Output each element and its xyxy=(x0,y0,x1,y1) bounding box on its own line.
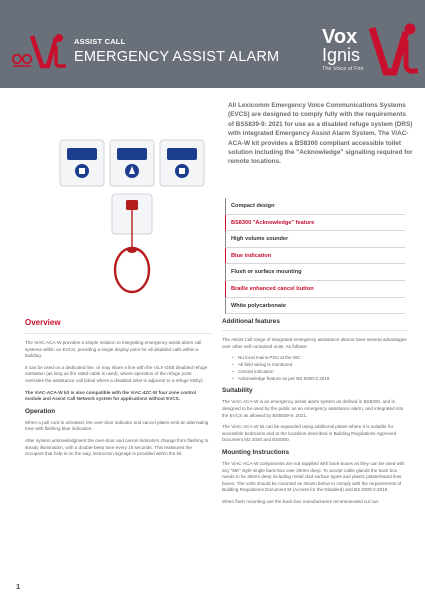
bullet-item: • No local mains PSU at the WC xyxy=(232,355,408,362)
suitability-heading: Suitability xyxy=(222,387,253,395)
operation-paragraph: After system acknowledgment the over-door and cancel indicators change from flashing to steady illumination, with a double-beep tone every 15 seconds. This reassures the occupant that help is on the way, instruction signage is provided within the kit. xyxy=(25,437,209,457)
page-title: EMERGENCY ASSIST ALARM xyxy=(74,49,280,65)
pull-cord-unit xyxy=(112,194,152,292)
operation-paragraph: When a pull cord is activated, the over-door indicator and cancel plates emit an alternating tone with flashing blue indication. xyxy=(25,419,209,432)
page-number: 1 xyxy=(16,582,21,591)
suitability-paragraph: The ViAC-ACA-W kit can be expanded using additional plates where it is suitable for accessible bedrooms and at the locations described in Building Regulations Approved Document M2 2020 and BS8300. xyxy=(222,424,397,443)
intro-paragraph: All Lexicomm Emergency Voice Communications Systems (EVCS) are designed to comply fully with the requirements of BS5839-9: 2021 for use as a disabled refuge system (DRS) with integrated Emergency Assist Alarm System. The ViAC-ACA-W kit provides a BS8300 compliant accessible toilet solution including the "Acknowledge" signalling required for remote locations. xyxy=(228,102,413,166)
feature-item: BS8300 "Acknowledge" feature xyxy=(225,215,405,232)
section-kicker: ASSIST CALL xyxy=(74,37,126,46)
header-band xyxy=(0,0,425,88)
suitability-paragraph: The ViAC-ACA-W is an emergency assist alarm system as defined in BS8300, and is designed to be used by the public as an emergency assistance alarm, and integrated into the EVCS as allowed by BS5839-9: 2021. xyxy=(222,399,404,418)
bullet-item: • Central indication xyxy=(232,369,408,376)
mounting-heading: Mounting Instructions xyxy=(222,448,290,456)
feature-item: Blue indication xyxy=(225,248,405,265)
divider xyxy=(25,333,211,334)
mounting-paragraph: The ViAC-ACA-W components are not supplied with back-boxes as they can be used with any "MK" style single back-box over 25mm deep. To accept cable glands the back box needs to be 35mm deep including metal clad surface types and plastic plasterboard liner boxes. The units should be mounted as shown below to comply with the requirements of Building Regulations Document M (Access for the Disabled) and BS 8300-2:2018. xyxy=(222,460,405,493)
feature-item: Flush or surface mounting xyxy=(225,264,405,281)
overview-paragraph: The ViAC-ACA-W provides a simple solution to integrating emergency assist alarm call systems within an EVCS, providing a single display point for all disabled calls within a building. xyxy=(25,340,202,359)
overview-paragraph: It can be used on a dedicated line, or may share a line with the ViLX-OSB disabled refuge outstation (as long as fire rated cable is used), where operation of the refuge point overrides the assistance call (ideal where a disabled toilet is adjacent to a refuge lobby). xyxy=(25,364,208,383)
additional-paragraph: The Assist Call range of integrated emergency assistance alarms have several advantages over other self contained units. As follows: xyxy=(222,337,407,349)
brand-ignis: Ignis xyxy=(322,45,361,65)
feature-item: White polycarbonate xyxy=(225,298,405,315)
bullet-item: • All field wiring is monitored xyxy=(232,362,408,369)
header-titles xyxy=(74,37,279,65)
feature-item: High volume sounder xyxy=(225,231,405,248)
right-column xyxy=(222,318,408,511)
feature-list xyxy=(225,198,405,314)
left-column xyxy=(25,318,211,463)
bullet-item: • Acknowledge feature as per BS 8300-2:2018 xyxy=(232,376,408,383)
cancel-plate-left xyxy=(60,140,104,186)
feature-item: Braille enhanced cancel button xyxy=(225,281,405,298)
operation-heading: Operation xyxy=(25,407,56,415)
overview-heading: Overview xyxy=(25,318,61,327)
additional-features-heading: Additional features xyxy=(222,318,280,325)
mounting-paragraph: When flush mounting use the back-box manufacturers recommended cut out. xyxy=(222,498,380,504)
voxignis-logo-icon xyxy=(320,20,420,80)
product-photo xyxy=(40,100,218,308)
divider xyxy=(222,330,408,331)
viac-logo-icon xyxy=(10,32,68,70)
over-door-indicator xyxy=(110,140,154,186)
overview-paragraph: The ViAC-ACA-W kit is also compatible with the ViAC-4ZC-W four zone control module and Assist Call Network system for applications without EVCS. xyxy=(25,389,197,402)
feature-item: Compact design xyxy=(225,198,405,215)
additional-bullets xyxy=(232,355,408,382)
brand-vox: Vox xyxy=(322,26,358,48)
cancel-plate-right xyxy=(160,140,204,186)
brand-tagline: The Voice of Fire xyxy=(322,66,364,72)
